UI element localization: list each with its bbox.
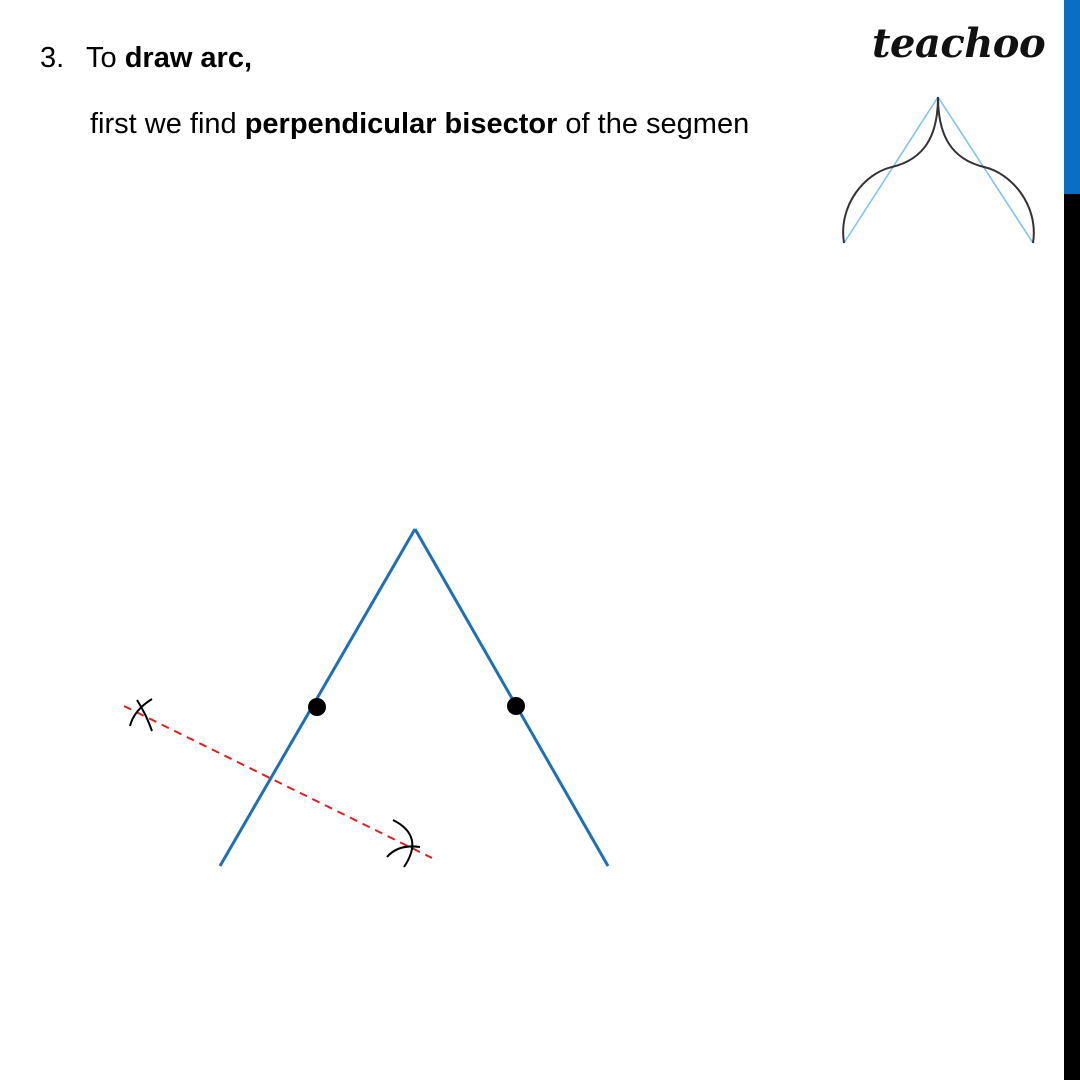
left-midpoint-dot: [308, 698, 326, 716]
teachoo-logo: teachoo: [872, 20, 1046, 67]
instruction-prefix: first we find: [90, 108, 245, 140]
instruction-suffix: of the segmen: [557, 108, 750, 140]
right-midpoint-dot: [507, 697, 525, 715]
left-segment: [220, 529, 415, 866]
progress-scrollbar[interactable]: [1064, 0, 1080, 1080]
step-number: 3.: [40, 42, 65, 74]
right-segment: [415, 529, 608, 866]
instruction-bold: perpendicular bisector: [244, 108, 558, 140]
perpendicular-bisector: [124, 706, 432, 858]
lower-arc-mark-2: [387, 846, 420, 857]
progress-indicator: [1064, 0, 1080, 194]
step-text-prefix: To: [86, 42, 125, 74]
step-text-bold: draw arc,: [124, 42, 253, 74]
